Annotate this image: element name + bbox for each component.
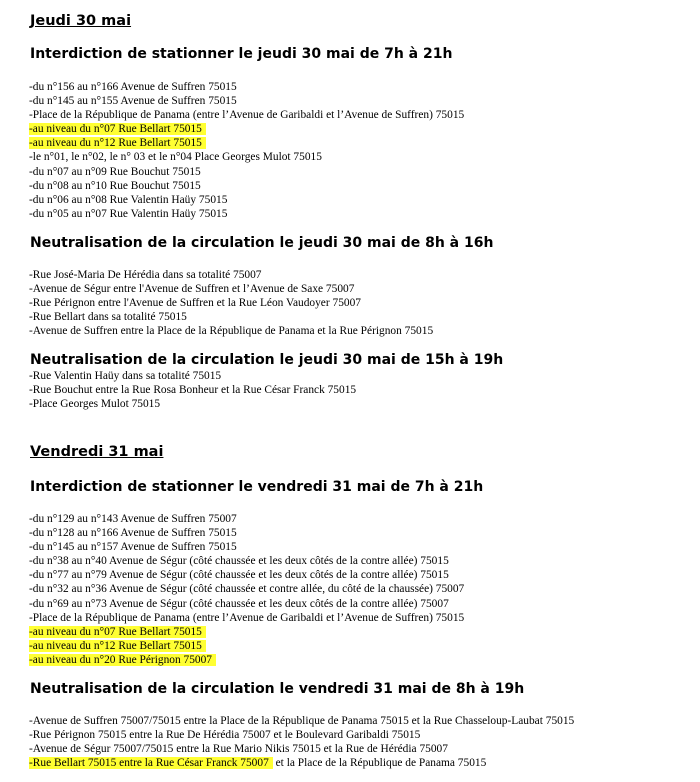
list-item: -Avenue de Suffren entre la Place de la République de Panama et la Rue Pérignon 75015 [29,325,434,338]
list-item [29,625,464,639]
highlighted-text: -Rue Bellart 75015 entre la Rue César Franck 75007 [29,757,273,769]
list-item [29,122,464,136]
list-circulation-jeudi-15h [29,369,356,411]
heading-stationnement-vendredi: Interdiction de stationner le vendredi 31 mai de 7h à 21h [30,479,484,495]
list-item: -du n°38 au n°40 Avenue de Ségur (côté chaussée et les deux côtés de la contre allée) 75015 [29,555,449,568]
list-circulation-vendredi [29,714,574,770]
list-item: -Place de la République de Panama (entre l’Avenue de Garibaldi et l’Avenue de Suffren) 75015 [29,611,465,624]
list-item: -du n°69 au n°73 Avenue de Ségur (côté chaussée et les deux côtés de la contre allée) 75007 [29,597,449,610]
list-item [29,653,464,667]
list-item: -Rue Pérignon entre l'Avenue de Suffren et la Rue Léon Vaudoyer 75007 [29,297,361,310]
list-stationnement-jeudi [29,80,464,221]
heading-circulation-jeudi-8h: Neutralisation de la circulation le jeudi 30 mai de 8h à 16h [30,235,494,251]
list-item [29,639,464,653]
list-item: -le n°01, le n°02, le n° 03 et le n°04 Place Georges Mulot 75015 [29,151,322,164]
day-title-vendredi: Vendredi 31 mai [30,444,164,460]
list-item: -du n°06 au n°08 Rue Valentin Haüy 75015 [29,193,228,206]
list-item [29,136,464,150]
highlighted-text: -au niveau du n°07 Rue Bellart 75015 [29,123,206,135]
highlighted-text: -au niveau du n°20 Rue Pérignon 75007 [29,654,216,666]
list-item: -Place Georges Mulot 75015 [29,398,161,411]
list-circulation-jeudi-8h [29,268,433,338]
list-item: -du n°156 au n°166 Avenue de Suffren 75015 [29,81,237,93]
heading-stationnement-jeudi: Interdiction de stationner le jeudi 30 mai de 7h à 21h [30,46,453,62]
heading-circulation-vendredi: Neutralisation de la circulation le vendredi 31 mai de 8h à 19h [30,681,525,697]
list-item: -du n°05 au n°07 Rue Valentin Haüy 75015 [29,207,228,220]
list-item: -du n°77 au n°79 Avenue de Ségur (côté chaussée et les deux côtés de la contre allée) 75015 [29,569,449,582]
list-item: -Avenue de Ségur 75007/75015 entre la Rue Mario Nikis 75015 et la Rue de Hérédia 75007 [29,743,448,756]
list-item: -du n°07 au n°09 Rue Bouchut 75015 [29,165,201,178]
list-item: -du n°32 au n°36 Avenue de Ségur (côté chaussée et contre allée, du côté de la chaussée) 75007 [29,583,465,596]
list-item: -Rue Bellart 75015 entre la Rue César Franck 75007 et la Place de la République de Panama 75015 [29,757,487,770]
highlighted-text: -au niveau du n°12 Rue Bellart 75015 [29,137,206,149]
highlighted-text: -au niveau du n°07 Rue Bellart 75015 [29,626,206,638]
list-item: -Rue Pérignon 75015 entre la Rue De Hérédia 75007 et le Boulevard Garibaldi 75015 [29,729,421,742]
list-item: -du n°08 au n°10 Rue Bouchut 75015 [29,179,201,192]
list-item: -Rue Bellart dans sa totalité 75015 [29,311,187,324]
list-item: -Rue Valentin Haüy dans sa totalité 75015 [29,370,222,382]
highlighted-text: -au niveau du n°12 Rue Bellart 75015 [29,640,206,652]
list-item: -du n°129 au n°143 Avenue de Suffren 75007 [29,513,237,525]
heading-circulation-jeudi-15h: Neutralisation de la circulation le jeudi 30 mai de 15h à 19h [30,352,504,368]
list-item: -Rue José-Maria De Hérédia dans sa totalité 75007 [29,269,262,281]
list-item: -Avenue de Ségur entre l'Avenue de Suffren et l’Avenue de Saxe 75007 [29,283,355,296]
list-stationnement-vendredi [29,512,464,667]
list-item: -du n°128 au n°166 Avenue de Suffren 75015 [29,527,237,540]
list-item: -Rue Bouchut entre la Rue Rosa Bonheur et la Rue César Franck 75015 [29,384,357,397]
list-item: -du n°145 au n°155 Avenue de Suffren 75015 [29,95,237,108]
list-item: -du n°145 au n°157 Avenue de Suffren 75015 [29,541,237,554]
day-title-jeudi: Jeudi 30 mai [30,13,132,29]
list-item: -Place de la République de Panama (entre l’Avenue de Garibaldi et l’Avenue de Suffren) 75015 [29,109,465,122]
list-item: -Avenue de Suffren 75007/75015 entre la Place de la République de Panama 75015 et la Rue Chasseloup-Laubat 75015 [29,715,575,727]
